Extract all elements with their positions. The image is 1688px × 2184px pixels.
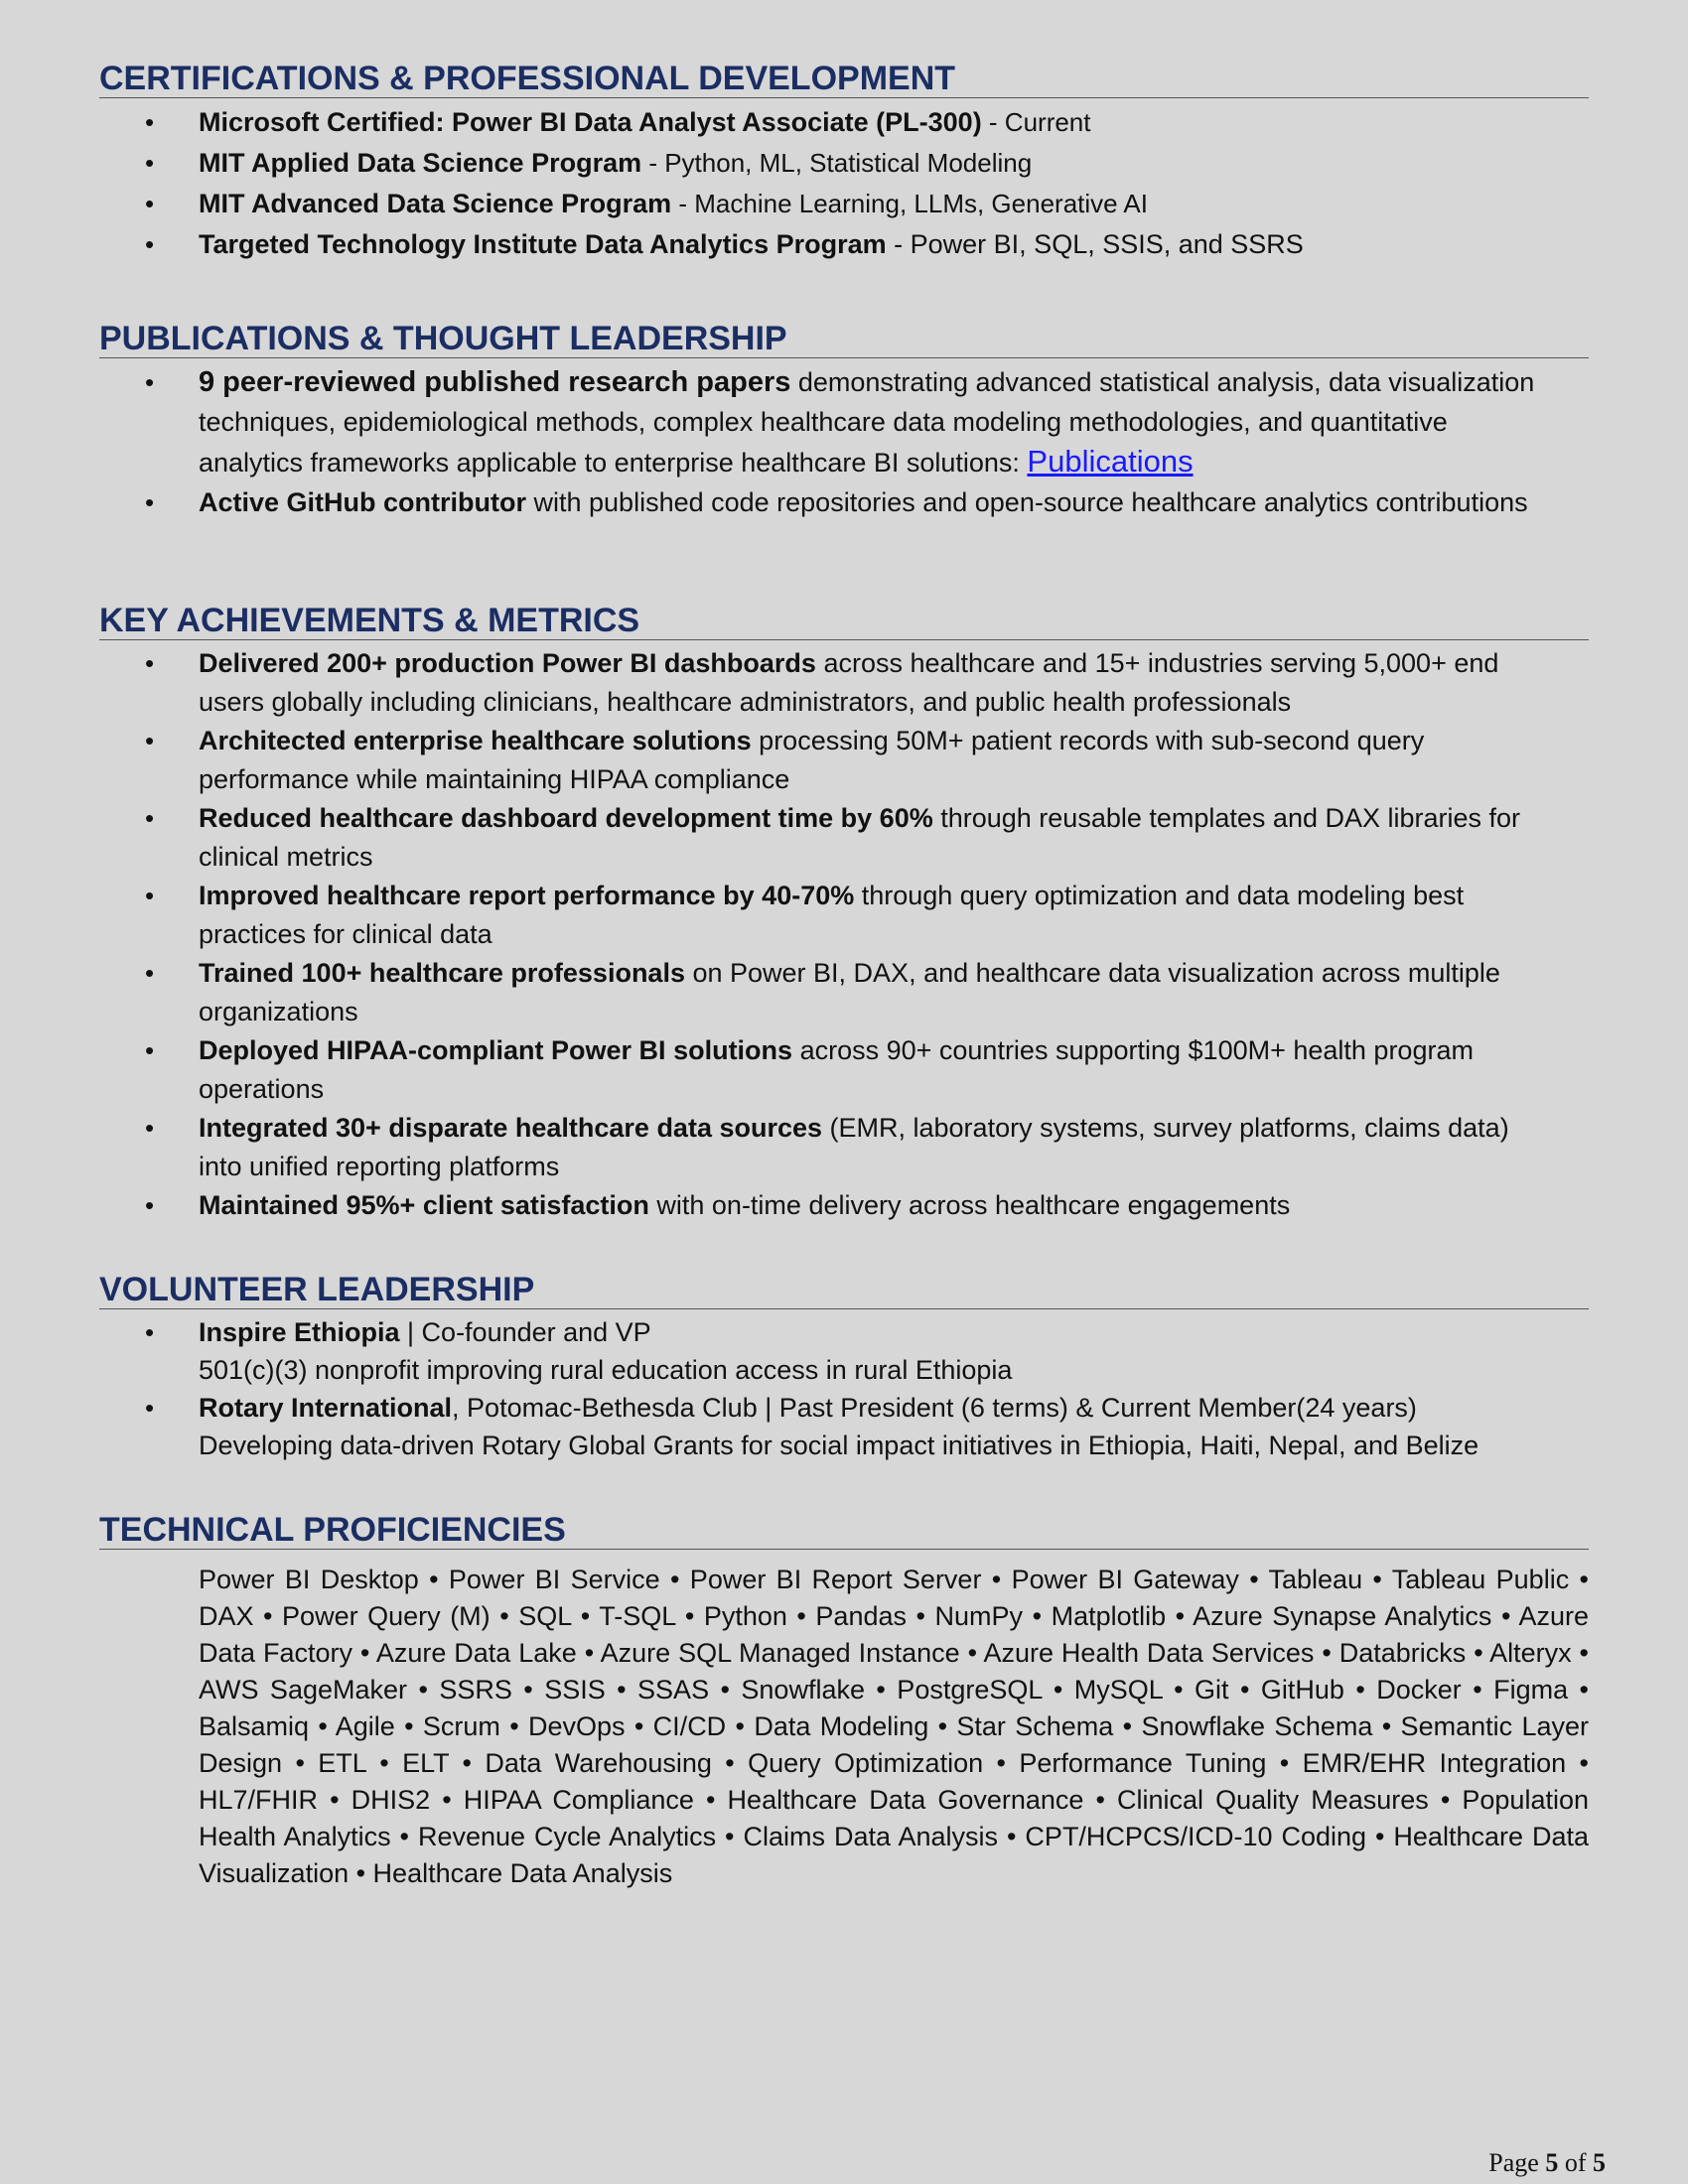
bullet-icon: • (145, 1113, 155, 1143)
achievements-list (99, 644, 1589, 1225)
publications-title: PUBLICATIONS & THOUGHT LEADERSHIP (99, 320, 1589, 358)
list-item: • Maintained 95%+ client satisfaction with on-time delivery across healthcare engagements (99, 1186, 1589, 1225)
bullet-icon: • (145, 1393, 155, 1423)
bullet-icon: • (145, 726, 155, 755)
publications-link[interactable]: Publications (1027, 444, 1194, 478)
list-item: • 9 peer-reviewed published research papers demonstrating advanced statistical analysis, data visualization techniques, epidemiological methods, complex healthcare data modeling methodologies, and quantitative analytics frameworks applicable to enterprise healthcare BI solutions: Publications (99, 362, 1589, 482)
list-item: • Microsoft Certified: Power BI Data Analyst Associate (PL-300) - Current (99, 102, 1589, 143)
list-item: • Improved healthcare report performance by 40-70% through query optimization and data modeling best practices for clinical data (99, 877, 1589, 954)
list-item: • MIT Applied Data Science Program - Python, ML, Statistical Modeling (99, 143, 1589, 184)
list-item: • Integrated 30+ disparate healthcare data sources (EMR, laboratory systems, survey platforms, claims data) into unified reporting platforms (99, 1109, 1589, 1186)
list-item: • Architected enterprise healthcare solutions processing 50M+ patient records with sub-second query performance while maintaining HIPAA compliance (99, 722, 1589, 799)
list-item: • Delivered 200+ production Power BI dashboards across healthcare and 15+ industries serving 5,000+ end users globally including clinicians, healthcare administrators, and public health professionals (99, 644, 1589, 722)
certifications-title: CERTIFICATIONS & PROFESSIONAL DEVELOPMENT (99, 60, 1589, 98)
list-item: • Trained 100+ healthcare professionals on Power BI, DAX, and healthcare data visualization across multiple organizations (99, 954, 1589, 1031)
bullet-icon: • (145, 958, 155, 988)
achievements-section (99, 602, 1589, 1225)
bullet-icon: • (145, 1190, 155, 1220)
volunteer-title: VOLUNTEER LEADERSHIP (99, 1271, 1589, 1309)
bullet-icon: • (145, 648, 155, 678)
bullet-icon: • (145, 367, 155, 397)
bullet-icon: • (145, 1317, 155, 1347)
page-number: Page 5 of 5 (1488, 2148, 1606, 2177)
list-item: • Inspire Ethiopia | Co-founder and VP 501(c)(3) nonprofit improving rural education access in rural Ethiopia (99, 1313, 1589, 1389)
technical-skills-text: Power BI Desktop • Power BI Service • Power BI Report Server • Power BI Gateway • Tableau • Tableau Public • DAX • Power Query (M) • SQL • T-SQL • Python • Pandas • NumPy • Matplotlib • Azure Synapse Analytics • Azure Data Factory • Azure Data Lake • Azure SQL Managed Instance • Azure Health Data Services • Databricks • Alteryx • AWS SageMaker • SSRS • SSIS • SSAS • Snowflake • PostgreSQL • MySQL • Git • GitHub • Docker • Figma • Balsamiq • Agile • Scrum • DevOps • CI/CD • Data Modeling • Star Schema • Snowflake Schema • Semantic Layer Design • ETL • ELT • Data Warehousing • Query Optimization • Performance Tuning • EMR/EHR Integration • HL7/FHIR • DHIS2 • HIPAA Compliance • Healthcare Data Governance • Clinical Quality Measures • Population Health Analytics • Revenue Cycle Analytics • Claims Data Analysis • CPT/HCPCS/ICD-10 Coding • Healthcare Data Visualization • Healthcare Data Analysis (199, 1565, 1589, 1888)
technical-title: TECHNICAL PROFICIENCIES (99, 1511, 1589, 1550)
certifications-list (99, 102, 1589, 265)
achievements-title: KEY ACHIEVEMENTS & METRICS (99, 602, 1589, 640)
list-item: • Active GitHub contributor with published code repositories and open-source healthcare analytics contributions (99, 482, 1589, 522)
list-item: • Deployed HIPAA-compliant Power BI solutions across 90+ countries supporting $100M+ health program operations (99, 1031, 1589, 1109)
volunteer-section (99, 1271, 1589, 1464)
bullet-icon: • (145, 881, 155, 910)
volunteer-list (99, 1313, 1589, 1464)
technical-section (99, 1511, 1589, 1892)
bullet-icon: • (145, 229, 155, 259)
list-item: • MIT Advanced Data Science Program - Machine Learning, LLMs, Generative AI (99, 184, 1589, 224)
certifications-section (99, 60, 1589, 265)
list-item: • Reduced healthcare dashboard development time by 60% through reusable templates and DAX libraries for clinical metrics (99, 799, 1589, 877)
publications-list (99, 362, 1589, 522)
publications-section (99, 320, 1589, 522)
list-item: • Targeted Technology Institute Data Analytics Program - Power BI, SQL, SSIS, and SSRS (99, 224, 1589, 265)
bullet-icon: • (145, 803, 155, 833)
bullet-icon: • (145, 107, 155, 137)
bullet-icon: • (145, 148, 155, 178)
bullet-icon: • (145, 487, 155, 517)
bullet-icon: • (145, 1035, 155, 1065)
list-item: • Rotary International, Potomac-Bethesda Club | Past President (6 terms) & Current Member(24 years) Developing data-driven Rotary Global Grants for social impact initiatives in Ethiopia, Haiti, Nepal, and Belize (99, 1389, 1589, 1464)
bullet-icon: • (145, 189, 155, 218)
